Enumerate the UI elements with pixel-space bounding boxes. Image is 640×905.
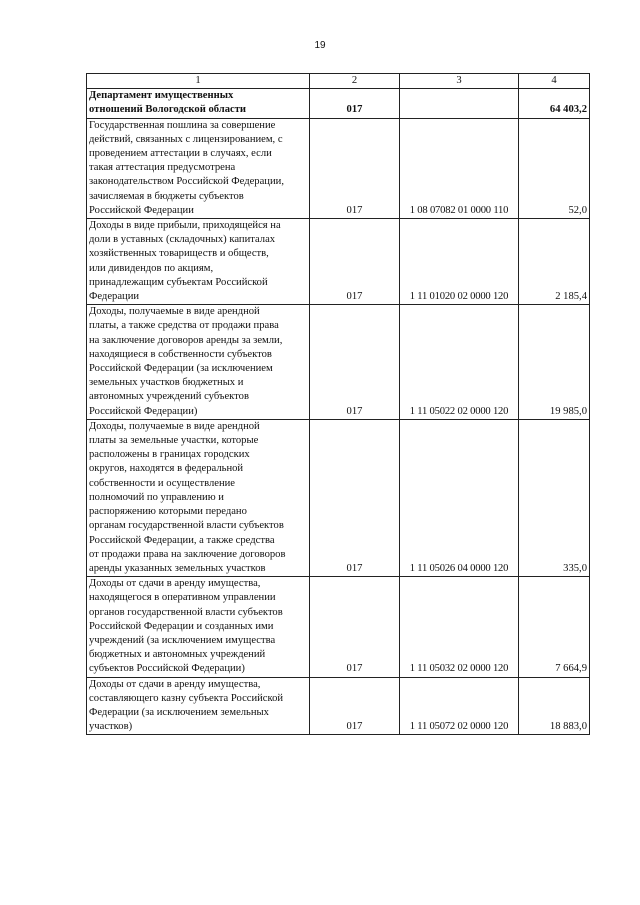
amount: 64 403,2 [519, 89, 590, 118]
table-row [87, 577, 590, 677]
kbk-code [400, 89, 519, 118]
admin-code: 017 [310, 118, 400, 218]
kbk-code: 1 11 05022 02 0000 120 [400, 305, 519, 420]
table-row [87, 118, 590, 218]
amount: 7 664,9 [519, 577, 590, 677]
column-header: 3 [400, 74, 519, 89]
amount: 18 883,0 [519, 677, 590, 735]
department-row [87, 89, 590, 118]
revenue-description: Доходы, получаемые в виде арендной платы за земельные участки, которые расположены в границах городских округов, находятся в федеральной собственности и осуществление полномочий по управлению и распоряжению которыми передано органам государственной власти субъектов Российской Федерации, а также средства от продажи права на заключение договоров аренды указанных земельных участков [87, 419, 310, 576]
amount: 52,0 [519, 118, 590, 218]
revenue-description: Доходы от сдачи в аренду имущества, находящегося в оперативном управлении органов государственной власти субъектов Российской Федерации и созданных ими учреждений (за исключением имущества бюджетных и автономных учреждений субъектов Российской Федерации) [87, 577, 310, 677]
admin-code: 017 [310, 419, 400, 576]
kbk-code: 1 08 07082 01 0000 110 [400, 118, 519, 218]
column-header: 2 [310, 74, 400, 89]
kbk-code: 1 11 01020 02 0000 120 [400, 219, 519, 305]
table-row [87, 677, 590, 735]
revenue-description: Доходы, получаемые в виде арендной платы, а также средства от продажи права на заключение договоров аренды за земли, находящиеся в собственности субъектов Российской Федерации (за исключением земельных участков бюджетных и автономных учреждений субъектов Российской Федерации) [87, 305, 310, 420]
amount: 19 985,0 [519, 305, 590, 420]
admin-code: 017 [310, 677, 400, 735]
kbk-code: 1 11 05026 04 0000 120 [400, 419, 519, 576]
admin-code: 017 [310, 219, 400, 305]
column-header: 4 [519, 74, 590, 89]
page-number: 19 [314, 40, 326, 51]
table-row [87, 219, 590, 305]
revenue-table [86, 73, 590, 735]
admin-code: 017 [310, 89, 400, 118]
table-header-row [87, 74, 590, 89]
kbk-code: 1 11 05032 02 0000 120 [400, 577, 519, 677]
admin-code: 017 [310, 305, 400, 420]
admin-code: 017 [310, 577, 400, 677]
kbk-code: 1 11 05072 02 0000 120 [400, 677, 519, 735]
department-name: Департамент имущественных отношений Вологодской области [87, 89, 310, 118]
revenue-description: Доходы от сдачи в аренду имущества, составляющего казну субъекта Российской Федерации (за исключением земельных участков) [87, 677, 310, 735]
revenue-description: Государственная пошлина за совершение действий, связанных с лицензированием, с проведением аттестации в случаях, если такая аттестация предусмотрена законодательством Российской Федерации, зачисляемая в бюджеты субъектов Российской Федерации [87, 118, 310, 218]
amount: 335,0 [519, 419, 590, 576]
revenue-description: Доходы в виде прибыли, приходящейся на доли в уставных (складочных) капиталах хозяйственных товариществ и обществ, или дивидендов по акциям, принадлежащим субъектам Российской Федерации [87, 219, 310, 305]
table-row [87, 305, 590, 420]
column-header: 1 [87, 74, 310, 89]
table-row [87, 419, 590, 576]
amount: 2 185,4 [519, 219, 590, 305]
